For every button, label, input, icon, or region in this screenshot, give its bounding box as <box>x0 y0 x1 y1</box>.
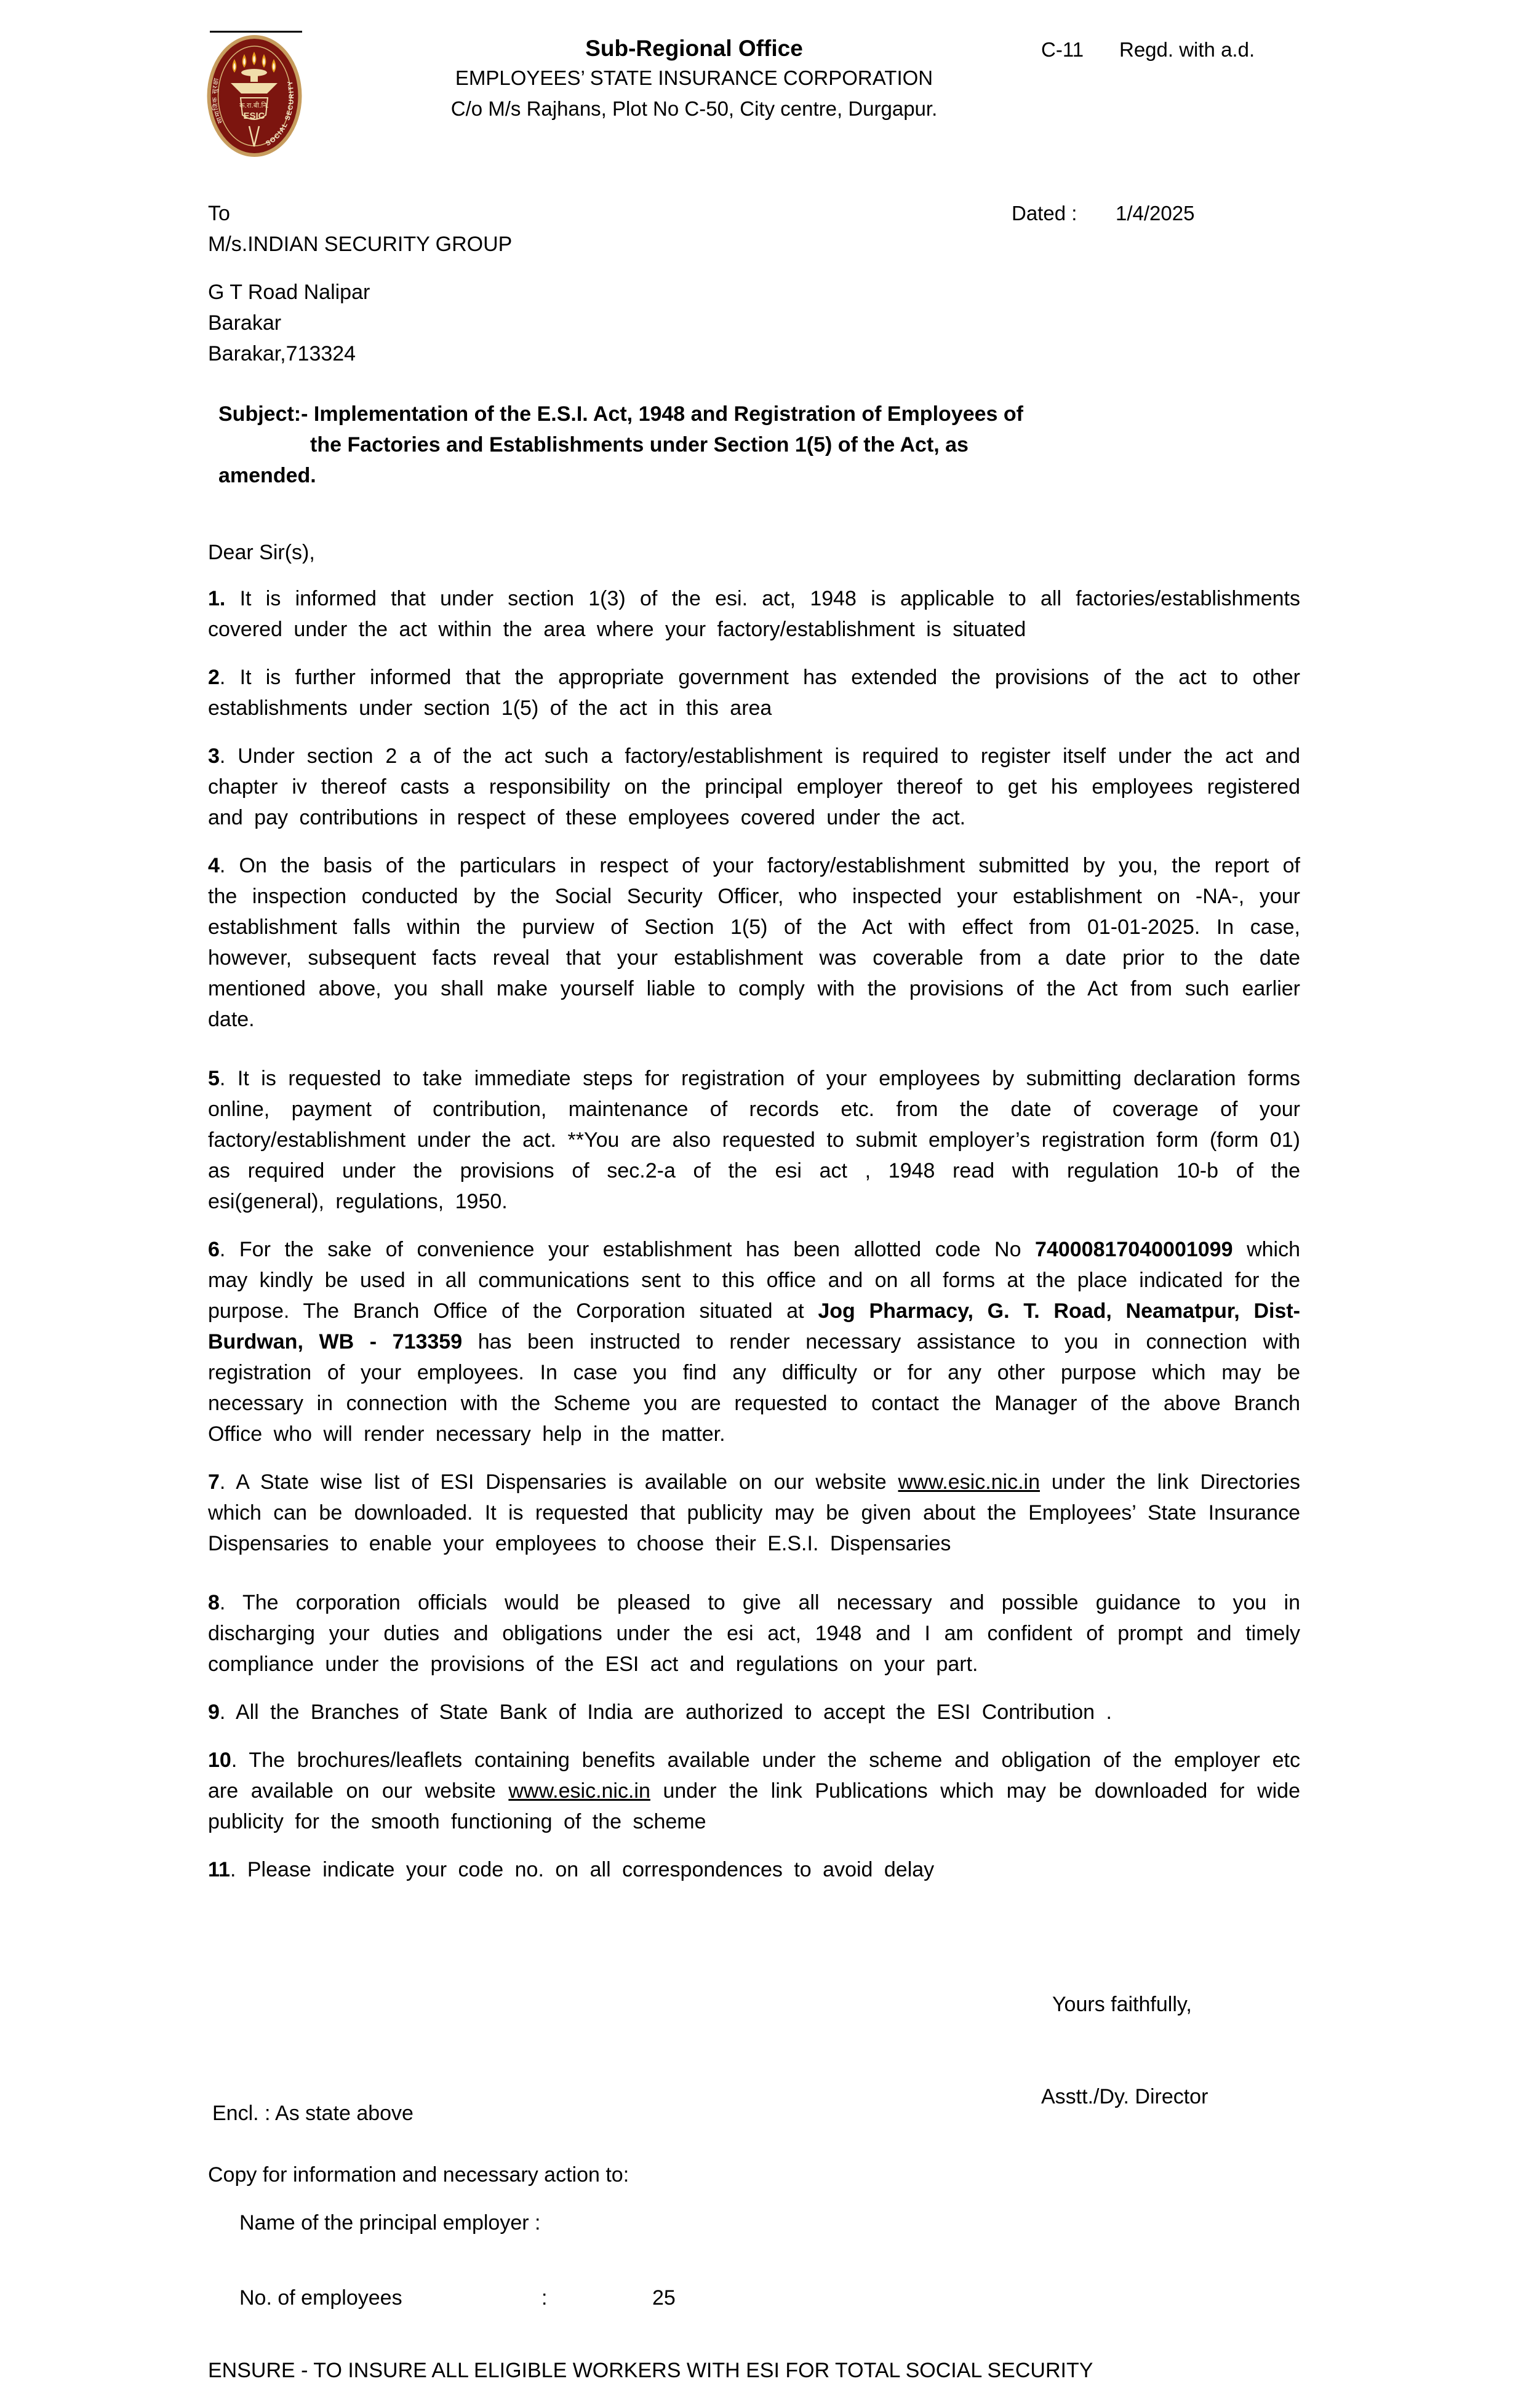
text-segment: . It is further informed that the appropriate government has extended the provisions of the act to other establishments under section 1(5) of the act in this area <box>208 666 1300 720</box>
letter-code: C-11 <box>1041 38 1084 61</box>
text-segment: . On the basis of the particulars in respect of your factory/establishment submitted by you, the report of the inspection conducted by the Social Security Officer, who inspected your establishment on -NA-, your establishment falls within the purview of Section 1(5) of the Act with effect from 01-01-2025. In case, however, subsequent facts reveal that your establishment was coverable from a date prior to the date mentioned above, you shall make yourself liable to comply with the provisions of the Act from such earlier date. <box>208 854 1300 1031</box>
paragraph-8 <box>208 1587 1300 1680</box>
esic-website-link: www.esic.nic.in <box>508 1779 650 1803</box>
text-segment: . The corporation officials would be pleased to give all necessary and possible guidance to you in discharging your duties and obligations under the esi act, 1948 and I am confident of prompt and timely compliance under the provisions of the ESI act and regulations on your part. <box>208 1591 1300 1676</box>
paragraph-3 <box>208 741 1300 833</box>
org-name: EMPLOYEES’ STATE INSURANCE CORPORATION <box>455 66 933 89</box>
text-segment: . The brochures/leaflets containing benefits available under the scheme and obligation of the employer etc are available on our website <box>208 1748 1300 1803</box>
recipient-address-line: G T Road Nalipar <box>208 281 370 304</box>
recipient-address-line: Barakar,713324 <box>208 342 356 365</box>
text-segment: 3 <box>208 744 220 768</box>
principal-employer-label: Name of the principal employer : <box>239 2211 541 2235</box>
subject-line: amended. <box>218 464 316 487</box>
text-segment: 10 <box>208 1748 231 1772</box>
letter-body <box>208 198 1300 1885</box>
text-segment: 8 <box>208 1591 220 1614</box>
text-segment: 74000817040001099 <box>1035 1238 1233 1261</box>
text-segment: . For the sake of convenience your establishment has been allotted code No <box>219 1238 1036 1261</box>
paragraph-6 <box>208 1234 1300 1449</box>
office-address: C/o M/s Rajhans, Plot No C-50, City centre, Durgapur. <box>450 97 938 120</box>
esic-website-link: www.esic.nic.in <box>898 1470 1041 1494</box>
employees-count-value: 25 <box>652 2286 676 2310</box>
dated-label: Dated : <box>1012 202 1077 225</box>
employees-count-colon: : <box>541 2286 548 2310</box>
paragraph-4 <box>208 850 1300 1035</box>
text-segment: 9 <box>208 1700 220 1724</box>
text-segment: 7 <box>208 1470 220 1494</box>
logo-social-security-text: SOCIAL SECURITY <box>265 79 296 148</box>
recipient-address-line: Barakar <box>208 311 282 335</box>
enclosure-note: Encl. : As state above <box>212 2102 413 2125</box>
to-label: To <box>208 202 230 225</box>
esic-logo-graphic <box>206 34 303 157</box>
text-segment: has been instructed to render necessary assistance to you in connection with registration of your employees. In case you find any difficulty or for any other purpose which may be necessary in connection with the Scheme you are requested to contact the Manager of the above Branch Office who will render necessary help in the matter. <box>208 1330 1300 1446</box>
text-segment: . A State wise list of ESI Dispensaries is available on our website <box>219 1470 898 1494</box>
text-segment: 5 <box>208 1067 220 1090</box>
logo-hindi-abbr: क.रा.बी.नि. <box>239 102 269 110</box>
text-segment: 1. <box>208 587 226 610</box>
dated-value: 1/4/2025 <box>1116 202 1195 225</box>
text-segment: 2 <box>208 666 220 689</box>
text-segment: which may kindly be used in all communications sent to this office and on all forms at the place indicated for the purpose. The Branch Office of the Corporation situated at <box>208 1238 1300 1323</box>
paragraph-5 <box>208 1063 1300 1217</box>
paragraph-2 <box>208 662 1300 724</box>
text-segment: It is informed that under section 1(3) of the esi. act, 1948 is applicable to all factories/establishments covered under the act within the area where your factory/establishment is situated <box>208 587 1300 641</box>
text-segment: . Please indicate your code no. on all correspondences to avoid delay <box>230 1858 935 1881</box>
text-segment: Jog Pharmacy, G. T. Road, Neamatpur, Dist- Burdwan, WB - 713359 <box>208 1299 1300 1354</box>
subject-block <box>208 399 1300 491</box>
regd-note: Regd. with a.d. <box>1119 38 1255 61</box>
text-segment: under the link Publications which may be downloaded for wide publicity for the smooth functioning of the scheme <box>208 1779 1300 1833</box>
paragraph-11 <box>208 1854 1300 1885</box>
employees-count-label: No. of employees <box>239 2286 402 2310</box>
paragraph-1 <box>208 583 1300 645</box>
subject-line: the Factories and Establishments under Section 1(5) of the Act, as <box>310 433 969 456</box>
text-segment: . It is requested to take immediate steps for registration of your employees by submitting declaration forms online, payment of contribution, maintenance of records etc. from the date of coverage of your factory/establishment under the act. **You are also requested to submit employer’s registration form (form 01) as required under the provisions of sec.2-a of the esi act , 1948 read with regulation 10-b of the esi(general), regulations, 1950. <box>208 1067 1300 1213</box>
text-segment: . All the Branches of State Bank of India are authorized to accept the ESI Contribution . <box>219 1700 1112 1724</box>
recipient-name: M/s.INDIAN SECURITY GROUP <box>208 233 513 256</box>
signatory-designation: Asstt./Dy. Director <box>1041 2085 1208 2108</box>
logo-esic-text: ESIC <box>243 111 265 121</box>
office-title: Sub-Regional Office <box>585 36 803 61</box>
salutation: Dear Sir(s), <box>208 541 315 564</box>
text-segment: under the link Directories which can be downloaded. It is requested that publicity may be given about the Employees’ State Insurance Dispensaries to enable your employees to choose their E.S.I. Dispensaries <box>208 1470 1300 1555</box>
logo-top-rule <box>210 31 302 33</box>
paragraph-10 <box>208 1745 1300 1837</box>
text-segment: 6 <box>208 1238 220 1261</box>
text-segment: 11 <box>208 1858 230 1881</box>
closing-salutation: Yours faithfully, <box>1052 1993 1192 2016</box>
paragraph-9 <box>208 1697 1300 1728</box>
text-segment: . Under section 2 a of the act such a factory/establishment is required to register itself under the act and chapter iv thereof casts a responsibility on the principal employer thereof to get his employees registered and pay contributions in respect of these employees covered under the act. <box>208 744 1300 829</box>
paragraph-7 <box>208 1467 1300 1559</box>
esic-logo <box>206 34 303 157</box>
footer-slogan: ENSURE - TO INSURE ALL ELIGIBLE WORKERS WITH ESI FOR TOTAL SOCIAL SECURITY <box>208 2359 1093 2382</box>
text-segment: 4 <box>208 854 220 877</box>
copy-note: Copy for information and necessary action to: <box>208 2163 629 2187</box>
subject-line: Subject:- Implementation of the E.S.I. Act, 1948 and Registration of Employees of <box>218 402 1023 426</box>
logo-hindi-motto: सामाजिक सुरक्षा <box>210 77 225 125</box>
